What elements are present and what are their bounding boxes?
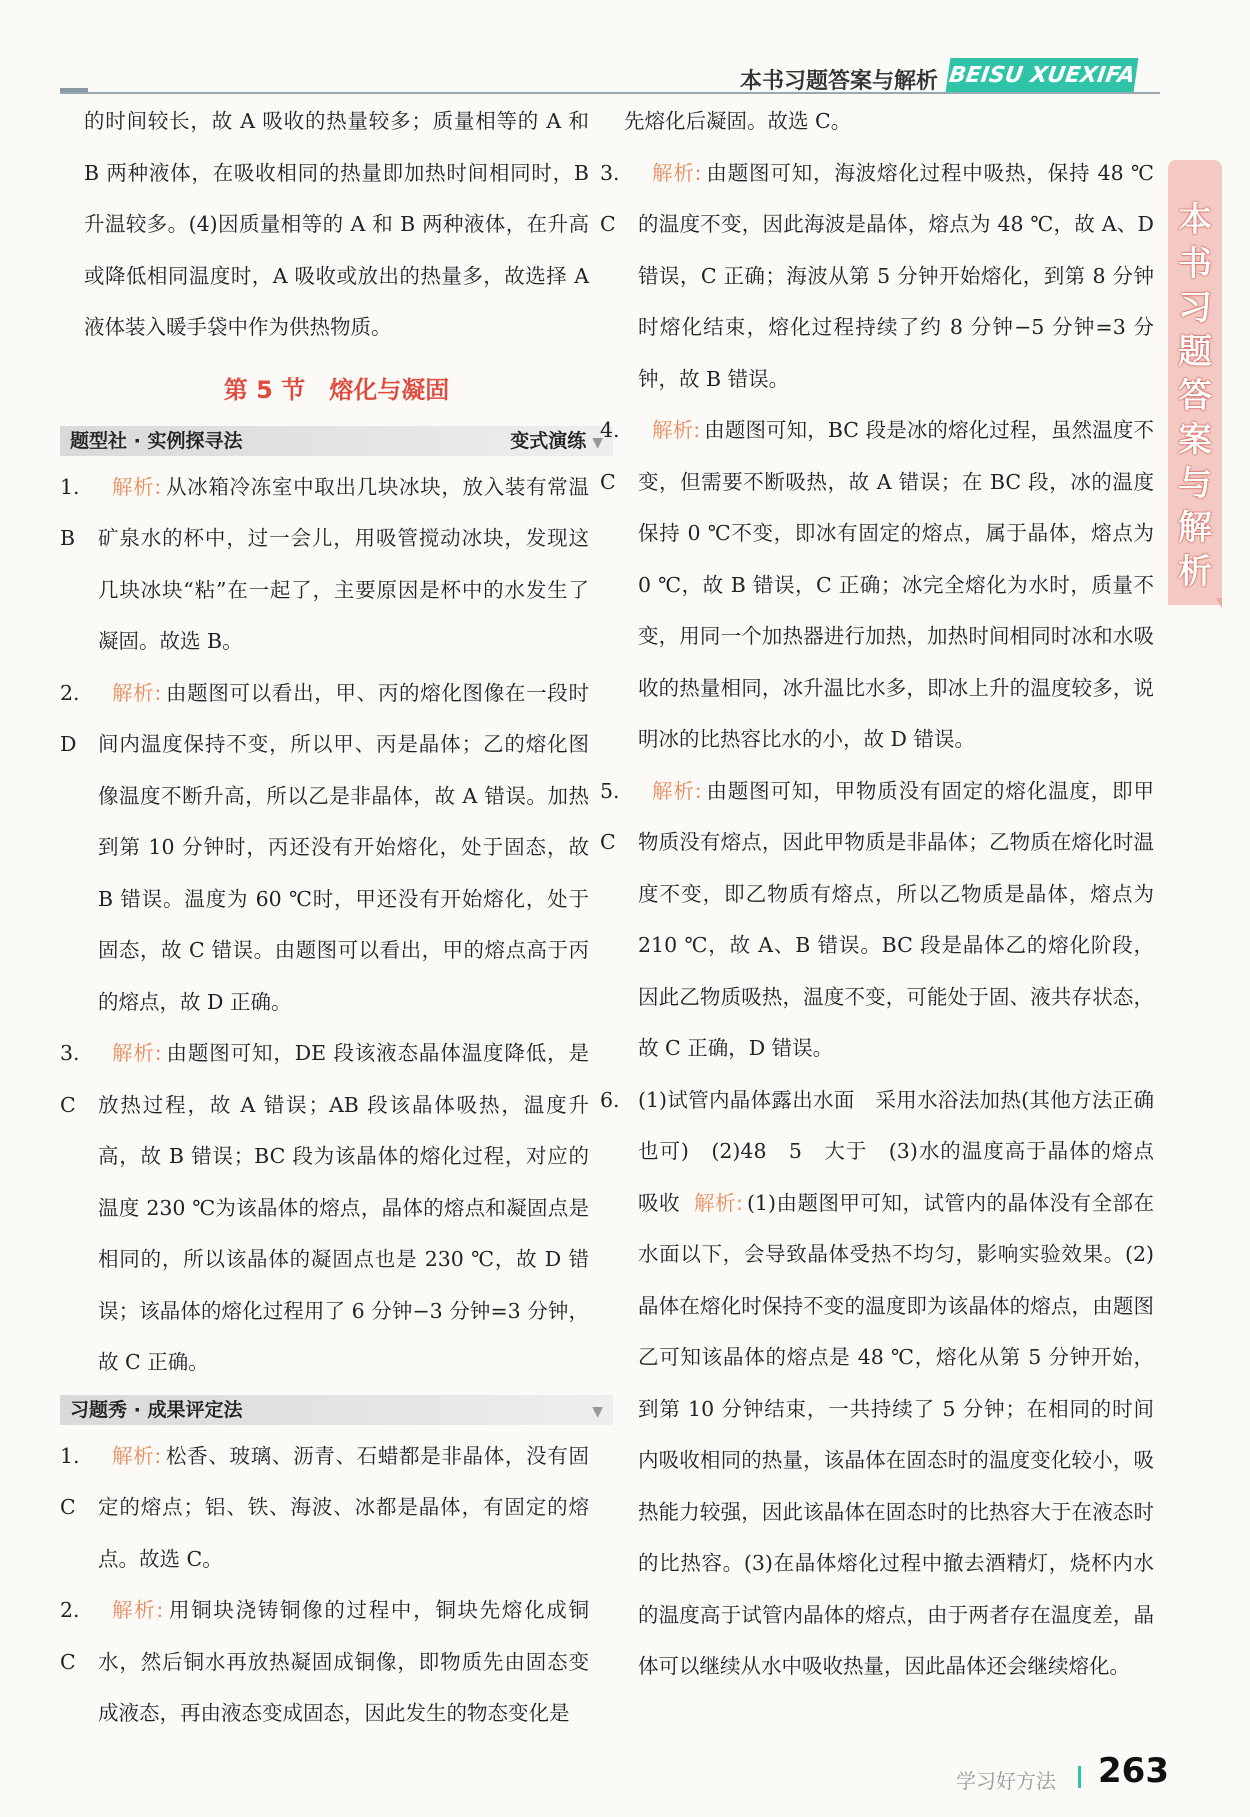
- side-tab-char: 题: [1178, 332, 1212, 372]
- answer-text: 松香、玻璃、沥青、石蜡都是非晶体，没有固定的熔点；铝、铁、海波、冰都是晶体，有固定的熔点。故选 C。: [98, 1443, 589, 1571]
- side-tab-char: 书: [1178, 244, 1212, 284]
- answer-text: (1)由题图甲可知，试管内的晶体没有全部在水面以下，会导致晶体受热不均匀，影响实验效果。(2)晶体在熔化时保持不变的温度即为该晶体的熔点，由题图乙可知该晶体的熔点是 48 ℃，熔化从第 5 分钟开始，到第 10 分钟结束，一共持续了 5 分钟；在相同的时间内吸收相同的热量，该晶体在固态时的温度变化较小，吸热能力较强，因此该晶体在固态时的比热容大于在液态时的比热容。(3)在晶体熔化过程中撤去酒精灯，烧杯内水的温度高于试管内晶体的熔点，由于两者存在温度差，晶体可以继续从水中吸收热量，因此晶体还会继续熔化。: [638, 1190, 1155, 1678]
- answer-text: 由题图可以看出，甲、丙的熔化图像在一段时间内温度保持不变，所以甲、丙是晶体；乙的熔化图像温度不断升高，所以乙是非晶体，故 A 错误。加热到第 10 分钟时，丙还没有开始熔化，处于固态，故 B 错误。温度为 60 ℃时，甲还没有开始熔化，处于固态，故 C 错误。由题图可以看出，甲的熔点高于丙的熔点，故 D 正确。: [98, 680, 589, 1014]
- answer-item: [600, 766, 1154, 1075]
- answer-number: 2. D: [60, 680, 80, 756]
- side-tab-char: 案: [1178, 420, 1212, 460]
- bar-label: 习题秀 · 成果评定法: [70, 1398, 243, 1421]
- analysis-label: 解析:: [112, 474, 162, 499]
- bar-label: 题型社 · 实例探寻法: [70, 429, 243, 452]
- answer-number: 3. C: [600, 160, 620, 236]
- footer-slogan: 学习好方法: [956, 1769, 1056, 1793]
- side-tab-char: 与: [1178, 464, 1212, 504]
- side-tab-char: 解: [1178, 508, 1212, 548]
- analysis-label: 解析:: [112, 1598, 164, 1622]
- analysis-label: 解析:: [112, 1041, 162, 1065]
- side-tab-tip: [1206, 598, 1222, 608]
- answer-body: [638, 405, 1154, 766]
- analysis-label: 解析:: [112, 680, 162, 705]
- answer-group-2: [60, 1431, 589, 1740]
- right-continuation: 先熔化后凝固。故选 C。: [624, 109, 852, 133]
- answer-item: [60, 1028, 589, 1389]
- footer-separator: [1078, 1766, 1081, 1788]
- side-tab-char: 习: [1178, 288, 1212, 328]
- answer-item: [600, 1075, 1175, 1693]
- answer-key: (1)试管内晶体露出水面 采用水浴法加热(其他方法正确也可) (2)48 5 大于 (3)水的温度高于晶体的熔点 吸收: [638, 1087, 1175, 1215]
- answer-body: [98, 1585, 589, 1740]
- analysis-label: 解析:: [694, 1190, 743, 1215]
- answer-number: 4. C: [600, 418, 620, 494]
- answer-body: [638, 1075, 1175, 1693]
- answer-text: 由题图可知，甲物质没有固定的熔化温度，即甲物质没有熔点，因此甲物质是非晶体；乙物质在熔化时温度不变，即乙物质有熔点，所以乙物质是晶体，熔点为 210 ℃，故 A、B 错误。BC 段是晶体乙的熔化阶段，因此乙物质吸热，温度不变，可能处于固、液共存状态，故 C 正确，D 错误。: [638, 778, 1154, 1060]
- answer-number: 2. C: [60, 1598, 80, 1674]
- answer-item: [600, 405, 1154, 766]
- answer-body: [638, 148, 1154, 406]
- answer-body: [98, 668, 589, 1029]
- side-tab-char: 本: [1178, 200, 1212, 240]
- answer-text: 从冰箱冷冻室中取出几块冰块，放入装有常温矿泉水的杯中，过一会儿，用吸管搅动冰块，发现这几块冰块“粘”在一起了，主要原因是杯中的水发生了凝固。故选 B。: [98, 474, 589, 653]
- answer-item: [600, 148, 1154, 406]
- side-tab-char: 答: [1178, 376, 1212, 416]
- answer-body: [98, 462, 589, 668]
- section-title: 第 5 节 熔化与凝固: [223, 375, 450, 404]
- header-rule: [60, 92, 1160, 94]
- answer-number: 6.: [600, 1087, 620, 1112]
- triangle-down-icon: ▼: [592, 1403, 603, 1420]
- answer-item: [60, 668, 589, 1029]
- analysis-label: 解析:: [112, 1443, 162, 1468]
- answer-body: [98, 1431, 589, 1586]
- answer-body: [98, 1028, 589, 1389]
- header-title: 本书习题答案与解析: [740, 69, 939, 94]
- answer-group-right: [600, 148, 1175, 1693]
- answer-number: 3. C: [60, 1041, 80, 1117]
- answer-number: 1. B: [60, 474, 80, 550]
- header-brand: BEISU XUEXIFA: [946, 58, 1139, 92]
- left-column: [60, 96, 603, 1740]
- answer-item: [60, 1585, 589, 1740]
- section-bar-exercise: [60, 1395, 613, 1425]
- answer-text: 由题图可知，海波熔化过程中吸热，保持 48 ℃的温度不变，因此海波是晶体，熔点为 48 ℃，故 A、D 错误，C 正确；海波从第 5 分钟开始熔化，到第 8 分钟时熔化结束，熔化过程持续了约 8 分钟−5 分钟=3 分钟，故 B 错误。: [638, 160, 1154, 391]
- answer-number: 5. C: [600, 778, 620, 854]
- analysis-label: 解析:: [652, 418, 701, 442]
- page-number: 263: [1098, 1751, 1169, 1791]
- triangle-down-icon: ▼: [592, 434, 603, 451]
- analysis-label: 解析:: [652, 160, 702, 185]
- left-continuation: 的时间较长，故 A 吸收的热量较多；质量相等的 A 和 B 两种液体，在吸收相同的热量即加热时间相同时，B 升温较多。(4)因质量相等的 A 和 B 两种液体，在升高或降低相同温度时，A 吸收或放出的热量多，故选择 A 液体装入暖手袋中作为供热物质。: [84, 109, 589, 339]
- answer-item: [60, 462, 589, 668]
- side-tab: [1168, 160, 1222, 605]
- section-bar-practice: [60, 426, 613, 456]
- answer-text: 由题图可知，DE 段该液态晶体温度降低，是放热过程，故 A 错误；AB 段该晶体吸热，温度升高，故 B 错误；BC 段为该晶体的熔化过程，对应的温度 230 ℃为该晶体的熔点，晶体的熔点和凝固点是相同的，所以该晶体的凝固点也是 230 ℃，故 D 错误；该晶体的熔化过程用了 6 分钟−3 分钟=3 分钟，故 C 正确。: [98, 1041, 589, 1374]
- answer-text: 由题图可知，BC 段是冰的熔化过程，虽然温度不变，但需要不断吸热，故 A 错误；在 BC 段，冰的温度保持 0 ℃不变，即冰有固定的熔点，属于晶体，熔点为 0 ℃，故 B 错误，C 正确；冰完全熔化为水时，质量不变，用同一个加热器进行加热，加热时间相同时冰和水吸收的热量相同，冰升温比水多，即冰上升的温度较多，说明冰的比热容比水的小，故 D 错误。: [638, 418, 1154, 751]
- answer-item: [60, 1431, 589, 1586]
- answer-text: 用铜块浇铸铜像的过程中，铜块先熔化成铜水，然后铜水再放热凝固成铜像，即物质先由固态变成液态，再由液态变成固态，因此发生的物态变化是: [98, 1598, 589, 1725]
- answer-group-1: [60, 462, 589, 1389]
- answer-body: [638, 766, 1154, 1075]
- analysis-label: 解析:: [652, 778, 702, 803]
- answer-number: 1. C: [60, 1443, 80, 1519]
- side-tab-char: 析: [1178, 552, 1212, 592]
- right-column: [600, 96, 1175, 1693]
- bar-right: 变式演练 ▼: [510, 429, 603, 452]
